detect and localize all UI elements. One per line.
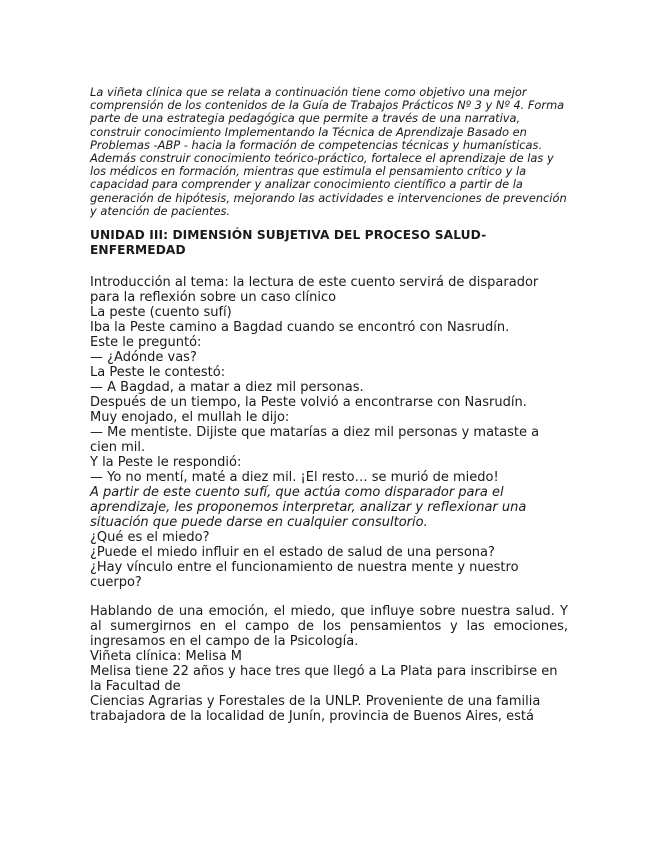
question-line: ¿Qué es el miedo? [90,529,210,545]
story-line: — Me mentiste. Dijiste que matarías a diez mil personas y mataste a cien mil. [90,424,540,455]
intro-paragraph-purpose: Además construir conocimiento teórico-práctico, fortalece el aprendizaje de las y los médicos en formación, mientras que estimula el pensamiento crítico y la capacidad para comprender y analizar conocimiento científico a partir de la generación de hipótesis, mejorando las actividades e intervenciones de prevención y atención de pacientes. [90,151,567,218]
story-line: Muy enojado, el mullah le dijo: [90,409,290,425]
story-line: — Yo no mentí, maté a diez mil. ¡El resto… se murió de miedo! [90,469,499,485]
document-page [90,86,568,724]
story-line: Introducción al tema: la lectura de este cuento servirá de disparador para la reflexión sobre un caso clínico [90,274,539,305]
story-line: Y la Peste le respondió: [90,454,242,470]
story-line: Después de un tiempo, la Peste volvió a encontrarse con Nasrudín. [90,394,527,410]
story-line: Este le preguntó: [90,334,202,350]
emotion-paragraph: Hablando de una emoción, el miedo, que influye sobre nuestra salud. Y al sumergirnos en el campo de los pensamientos y las emociones, ingresamos en el campo de la Psicología. [90,603,568,649]
case-line: Melisa tiene 22 años y hace tres que llegó a La Plata para inscribirse en la Facultad de [90,663,558,694]
intro-block [90,86,568,218]
question-line: ¿Puede el miedo influir en el estado de salud de una persona? [90,544,495,560]
story-block [90,275,568,724]
unit-heading: UNIDAD III: DIMENSIÓN SUBJETIVA DEL PROCESO SALUD-ENFERMEDAD [90,228,487,257]
intro-paragraph-objective: La viñeta clínica que se relata a continuación tiene como objetivo una mejor comprensión de los contenidos de la Guía de Trabajos Prácticos Nº 3 y Nº 4. Forma parte de una estrategia pedagógica que permite a través de una narrativa, construir conocimiento Implementando la Técnica de Aprendizaje Basado en Problemas -ABP - hacia la formación de competencias técnicas y humanísticas. [90,85,565,152]
story-line: — ¿Adónde vas? [90,349,197,365]
story-line: Iba la Peste camino a Bagdad cuando se encontró con Nasrudín. [90,319,510,335]
reflection-paragraph: A partir de este cuento sufí, que actúa como disparador para el aprendizaje, les proponemos interpretar, analizar y reflexionar una situación que puede darse en cualquier consultorio. [90,484,527,530]
story-line: La peste (cuento sufí) [90,304,232,320]
story-line: La Peste le contestó: [90,364,226,380]
case-title: Viñeta clínica: Melisa M [90,648,243,664]
question-line: ¿Hay vínculo entre el funcionamiento de nuestra mente y nuestro cuerpo? [90,559,519,590]
case-line: Ciencias Agrarias y Forestales de la UNLP. Proveniente de una familia trabajadora de la localidad de Junín, provincia de Buenos Aires, está [90,693,541,724]
story-line: — A Bagdad, a matar a diez mil personas. [90,379,364,395]
